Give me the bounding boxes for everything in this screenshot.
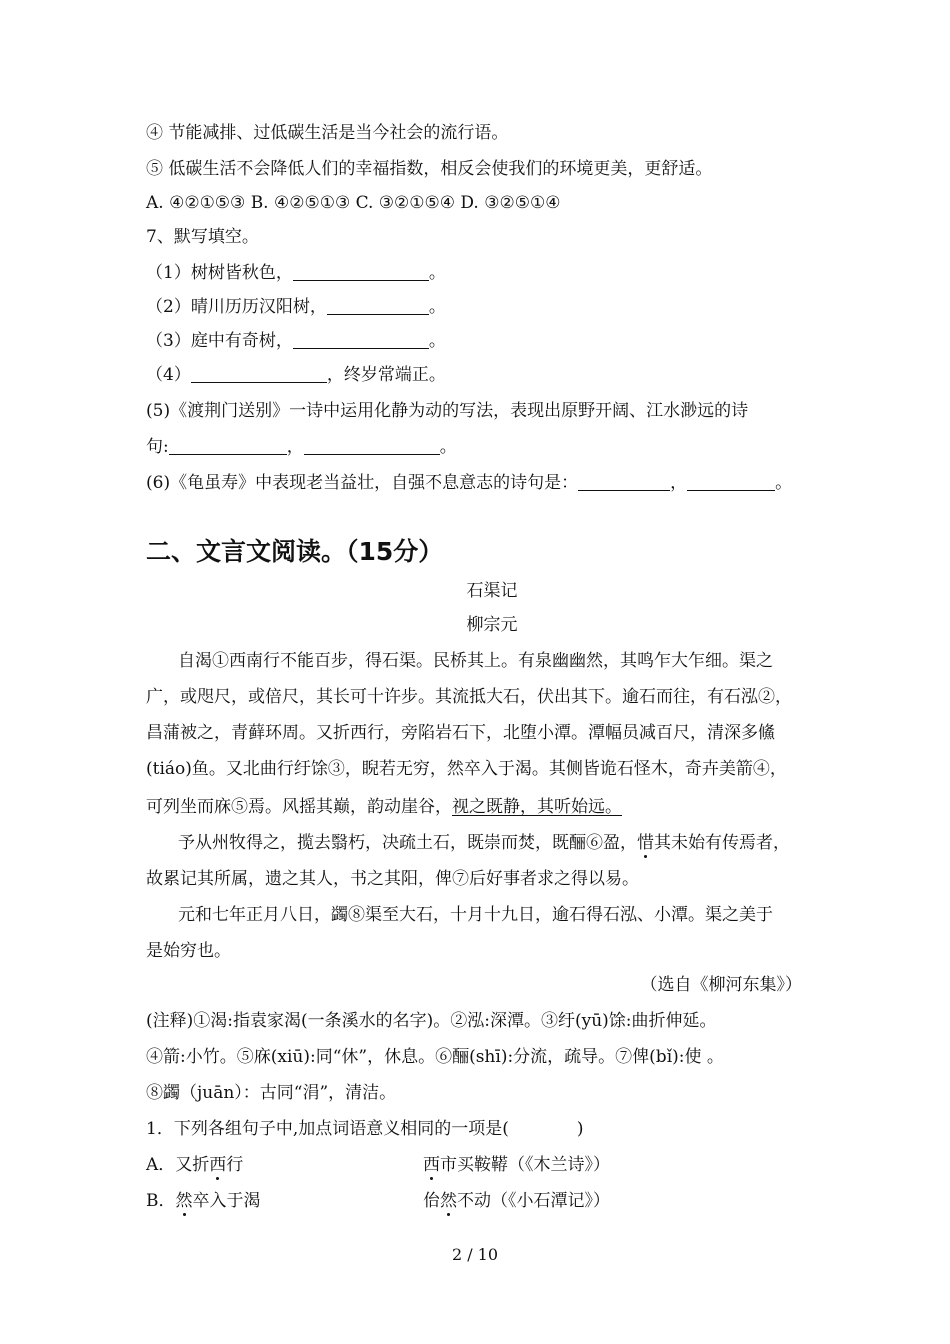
passage-author: 柳宗元	[466, 615, 518, 635]
passage-source: （选自《柳河东集》）	[640, 975, 802, 995]
question-1-stem: 1．下列各组句子中,加点词语意义相同的一项是( )	[146, 1119, 584, 1139]
note-line: ⑧蠲（juān）：古同“涓”，清洁。	[146, 1083, 397, 1103]
fill-text: 。	[439, 437, 457, 457]
dotted-word: 西	[209, 1155, 227, 1175]
note-line: ④箭:小竹。⑤庥(xiū):同“休”，休息。⑥酾(shī):分流，疏导。⑦俾(bǐ):使 。	[146, 1047, 724, 1067]
fill-text: （4）	[146, 365, 191, 385]
fill-line-6	[146, 470, 792, 496]
blank	[578, 472, 670, 491]
fill-text: 。	[775, 473, 793, 493]
option-text: 市买鞍鞯（《木兰诗》）	[440, 1155, 610, 1175]
passage-line: 元和七年正月八日，蠲⑧渠至大石，十月十九日，逾石得石泓、小潭。渠之美于	[178, 905, 773, 925]
fill-text: 。	[428, 263, 446, 283]
passage-title: 石渠记	[466, 581, 518, 601]
dotted-word: 然	[175, 1191, 193, 1211]
fill-text: ，	[286, 437, 304, 457]
fill-line-3	[146, 328, 446, 354]
option-a-reference	[423, 1152, 610, 1178]
passage-line: 自渴①西南行不能百步，得石渠。民桥其上。有泉幽幽然，其鸣乍大乍细。渠之	[178, 651, 773, 671]
fill-text: (6)《龟虽寿》中表现老当益壮，自强不息意志的诗句是：	[146, 473, 579, 493]
fill-text: 。	[428, 297, 446, 317]
option-b	[146, 1188, 766, 1214]
item-4: ④ 节能减排、过低碳生活是当今社会的流行语。	[146, 123, 509, 143]
passage-line: 广，或咫尺，或倍尺，其长可十许步。其流抵大石，伏出其下。逾石而往，有石泓②，	[146, 687, 792, 707]
passage-line	[146, 794, 622, 820]
passage-line: 昌蒲被之，青藓环周。又折西行，旁陷岩石下，北堕小潭。潭幅员减百尺，清深多鯈	[146, 723, 775, 743]
answer-options: A. ④②①⑤③ B. ④②⑤①③ C. ③②①⑤④ D. ③②⑤①④	[146, 193, 561, 213]
option-text: A．又折	[146, 1155, 210, 1175]
option-text: 行	[226, 1155, 244, 1175]
fill-text: （3）庭中有奇树，	[146, 331, 293, 351]
fill-line-2	[146, 294, 446, 320]
fill-line-1	[146, 260, 446, 286]
option-a	[146, 1152, 766, 1178]
fill-line-4	[146, 362, 446, 388]
passage-text: 予从州牧得之，揽去翳朽，决疏土石，既崇而焚，既酾⑥盈，	[178, 833, 637, 853]
blank	[293, 262, 429, 281]
option-text: 卒入于渴	[192, 1191, 261, 1211]
fill-text: 句:	[146, 437, 169, 457]
option-text: B．	[146, 1191, 176, 1211]
note-line: (注释)①渴:指袁家渴(一条溪水的名字)。②泓:深潭。③纡(yū)馀:曲折伸延。	[146, 1011, 717, 1031]
blank	[191, 364, 327, 383]
page-number: 2 / 10	[451, 1245, 499, 1264]
fill-line-5a: (5)《渡荆门送别》一诗中运用化静为动的写法，表现出原野开阔、江水渺远的诗	[146, 401, 749, 421]
blank	[687, 472, 775, 491]
passage-line: 是始穷也。	[146, 941, 231, 961]
fill-text: ，终岁常端正。	[326, 365, 446, 385]
passage-line	[178, 830, 790, 856]
blank	[169, 436, 287, 455]
blank	[293, 330, 429, 349]
question-7-title: 7、默写填空。	[146, 227, 259, 247]
option-text: 不动（《小石潭记》）	[457, 1191, 610, 1211]
passage-text: 其未始有传焉者，	[654, 833, 790, 853]
dotted-word: 然	[440, 1191, 457, 1211]
fill-line-5b	[146, 434, 457, 460]
section-heading: 二、文言文阅读。（15分）	[146, 537, 444, 566]
blank	[304, 436, 440, 455]
fill-text: 。	[428, 331, 446, 351]
passage-text: 可列坐而庥⑤焉。风摇其巅，韵动崖谷，	[146, 797, 452, 817]
option-b-reference	[423, 1188, 610, 1214]
blank	[327, 296, 429, 315]
item-5: ⑤ 低碳生活不会降低人们的幸福指数，相反会使我们的环境更美，更舒适。	[146, 159, 713, 179]
fill-text: （2）晴川历历汉阳树，	[146, 297, 327, 317]
dotted-word: 惜	[637, 833, 654, 853]
dotted-word: 西	[423, 1155, 440, 1175]
fill-text: （1）树树皆秋色，	[146, 263, 293, 283]
option-text: 佁	[423, 1191, 440, 1211]
passage-line: 故累记其所属，遗之其人，书之其阳，俾⑦后好事者求之得以易。	[146, 869, 639, 889]
passage-line: (tiáo)鱼。又北曲行纡馀③，睨若无穷，然卒入于渴。其侧皆诡石怪木，奇卉美箭④，	[146, 759, 787, 779]
underlined-sentence: 视之既静，其听始远。	[452, 797, 622, 817]
fill-text: ，	[670, 473, 688, 493]
